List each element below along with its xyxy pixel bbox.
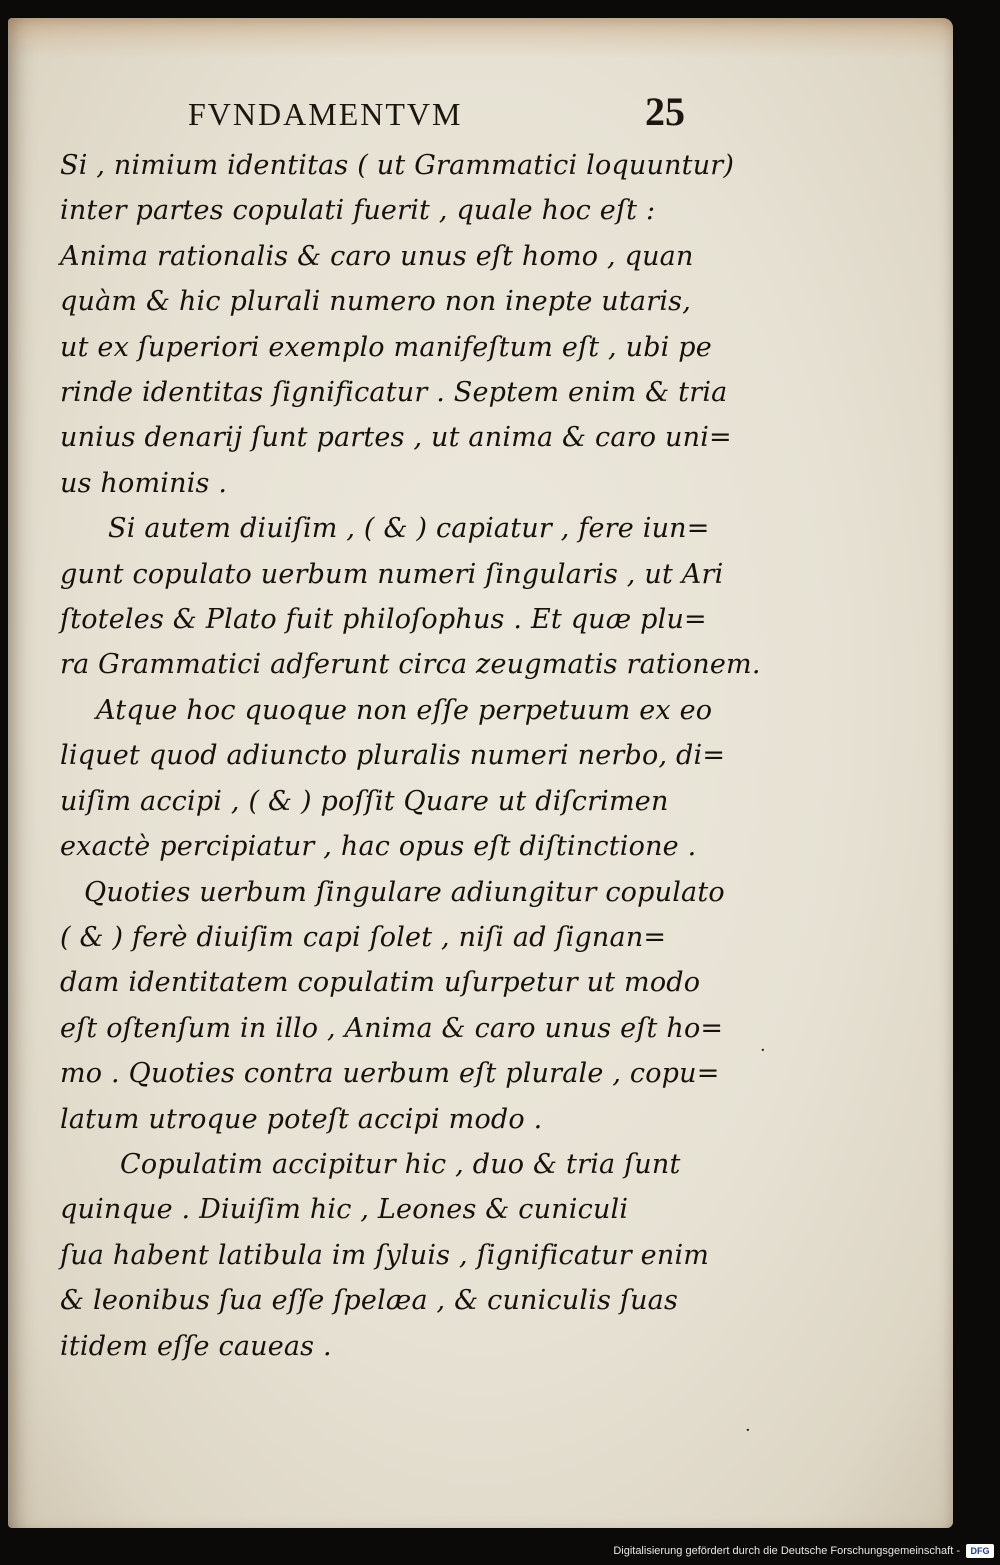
text-line: mo . Quoties contra uerbum eſt plurale , copu= <box>60 1058 720 1090</box>
text-line: ſtoteles & Plato fuit philoſophus . Et quæ plu= <box>60 604 707 636</box>
text-line: Anima rationalis & caro unus eſt homo , quan <box>60 240 694 272</box>
running-title: FVNDAMENTVM <box>188 96 463 132</box>
page-number: 25 <box>645 89 685 134</box>
text-line: Quoties uerbum ſingulare adiungitur copulato <box>84 876 725 908</box>
text-line: itidem eſſe caueas . <box>60 1330 332 1362</box>
text-line: & leonibus ſua eſſe ſpelæa , & cuniculis ſuas <box>60 1285 679 1317</box>
text-line: quàm & hic plurali numero non inepte utaris, <box>60 286 691 318</box>
text-line: ut ex ſuperiori exemplo manifeſtum eſt , ubi pe <box>60 331 712 363</box>
text-line: latum utroque poteſt accipi modo . <box>60 1103 543 1135</box>
body-text <box>60 143 760 1369</box>
text-line: ( & ) ferè diuiſim capi ſolet , niſi ad ſignan= <box>60 921 667 953</box>
text-line: exactè percipiatur , hac opus eſt diſtinctione . <box>60 831 697 863</box>
text-line: Si , nimium identitas ( ut Grammatici loquuntur) <box>60 150 735 181</box>
page-header <box>0 89 1000 142</box>
text-line: quinque . Diuiſim hic , Leones & cuniculi <box>60 1194 629 1226</box>
text-line: ra Grammatici adferunt circa zeugmatis rationem. <box>60 649 761 681</box>
text-line: liquet quod adiuncto pluralis numeri nerbo, di= <box>60 740 726 772</box>
dfg-logo-icon: DFG <box>966 1544 994 1558</box>
ink-speck: · <box>745 1420 751 1441</box>
text-line: ſua habent latibula im ſyluis , ſignificatur enim <box>60 1239 710 1271</box>
text-line: dam identitatem copulatim uſurpetur ut modo <box>60 967 701 999</box>
text-line: gunt copulato uerbum numeri ſingularis , ut Ari <box>60 558 724 590</box>
text-line: us hominis . <box>60 467 228 499</box>
text-line: rinde identitas ſignificatur . Septem enim & tria <box>60 377 728 409</box>
text-line: Atque hoc quoque non eſſe perpetuum ex eo <box>96 694 713 726</box>
text-line: uiſim accipi , ( & ) poſſit Quare ut diſcrimen <box>60 785 669 817</box>
text-line: eſt oſtenſum in illo , Anima & caro unus eſt ho= <box>60 1012 724 1044</box>
text-line: Si autem diuiſim , ( & ) capiatur , fere iun= <box>108 513 710 545</box>
text-line: unius denarij ſunt partes , ut anima & caro uni= <box>60 422 732 454</box>
ink-speck: · <box>760 1040 766 1061</box>
footer-bar <box>0 1542 1000 1565</box>
text-line: inter partes copulati fuerit , quale hoc eſt : <box>60 195 656 227</box>
digitization-credit: Digitalisierung gefördert durch die Deutsche Forschungsgemeinschaft - <box>613 1545 960 1557</box>
text-line: Copulatim accipitur hic , duo & tria ſunt <box>120 1148 681 1180</box>
page-edge-stain <box>8 18 953 58</box>
